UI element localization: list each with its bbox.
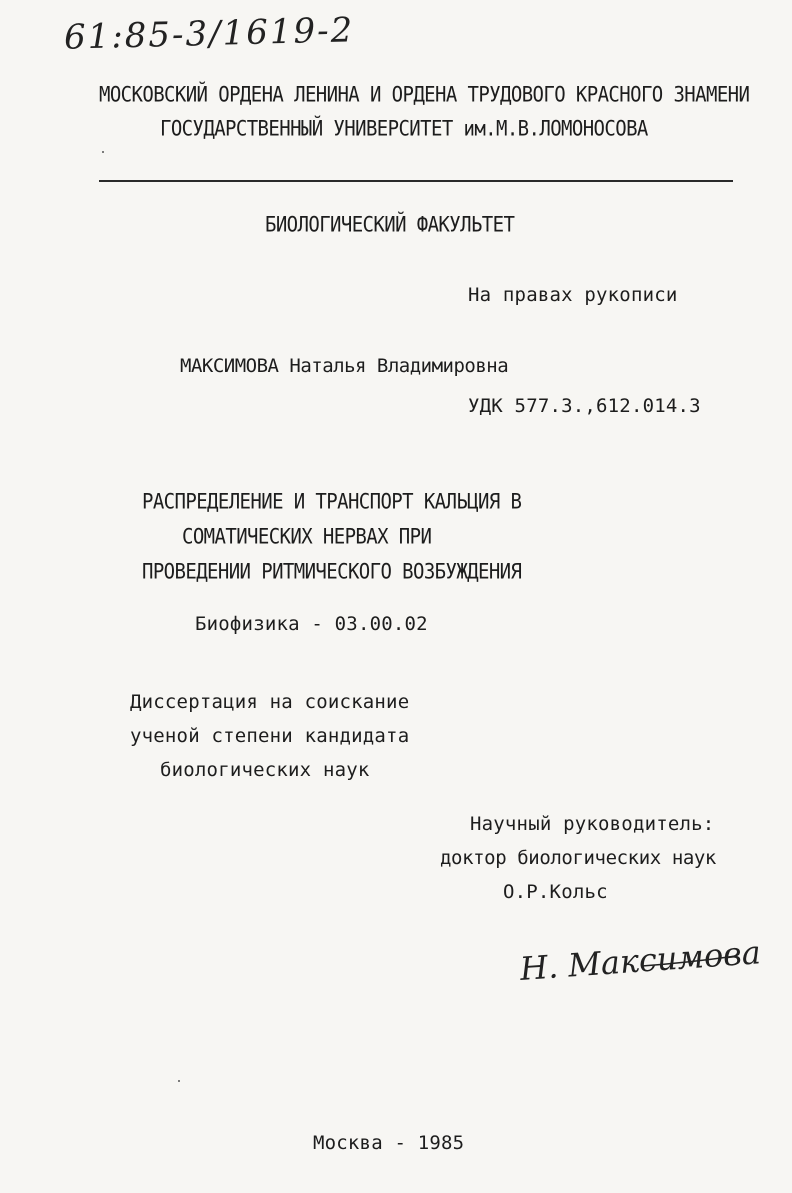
- scan-speck: [102, 151, 104, 153]
- udc-code: УДК 577.3.,612.014.3: [468, 395, 701, 417]
- author-name: МАКСИМОВА Наталья Владимировна: [180, 355, 509, 377]
- handwritten-archive-number: 61:85-3/1619-2: [63, 10, 355, 58]
- scan-speck: [178, 1080, 180, 1082]
- university-name-line-1: МОСКОВСКИЙ ОРДЕНА ЛЕНИНА И ОРДЕНА ТРУДОВОГО КРАСНОГО ЗНАМЕНИ: [99, 82, 750, 108]
- faculty-name: БИОЛОГИЧЕСКИЙ ФАКУЛЬТЕТ: [265, 212, 515, 238]
- dissertation-type-line-3: биологических наук: [160, 759, 370, 781]
- supervisor-name: О.Р.Кольс: [503, 881, 608, 903]
- university-name-line-2: ГОСУДАРСТВЕННЫЙ УНИВЕРСИТЕТ им.М.В.ЛОМОНОСОВА: [160, 116, 648, 142]
- signature-underline-stroke: [640, 952, 740, 972]
- supervisor-degree: доктор биологических наук: [440, 847, 716, 869]
- specialty-code: Биофизика - 03.00.02: [195, 613, 428, 635]
- dissertation-type-line-2: ученой степени кандидата: [130, 725, 410, 747]
- dissertation-title-line-1: РАСПРЕДЕЛЕНИЕ И ТРАНСПОРТ КАЛЬЦИЯ В: [142, 489, 522, 515]
- header-divider: [99, 180, 733, 182]
- manuscript-rights-note: На правах рукописи: [468, 284, 678, 306]
- dissertation-type-line-1: Диссертация на соискание: [130, 691, 410, 713]
- city-year-footer: Москва - 1985: [313, 1132, 465, 1154]
- supervisor-label: Научный руководитель:: [470, 813, 715, 835]
- dissertation-title-line-2: СОМАТИЧЕСКИХ НЕРВАХ ПРИ: [182, 524, 432, 550]
- dissertation-title-line-3: ПРОВЕДЕНИИ РИТМИЧЕСКОГО ВОЗБУЖДЕНИЯ: [142, 559, 522, 585]
- author-signature: Н. Максимова: [518, 933, 762, 988]
